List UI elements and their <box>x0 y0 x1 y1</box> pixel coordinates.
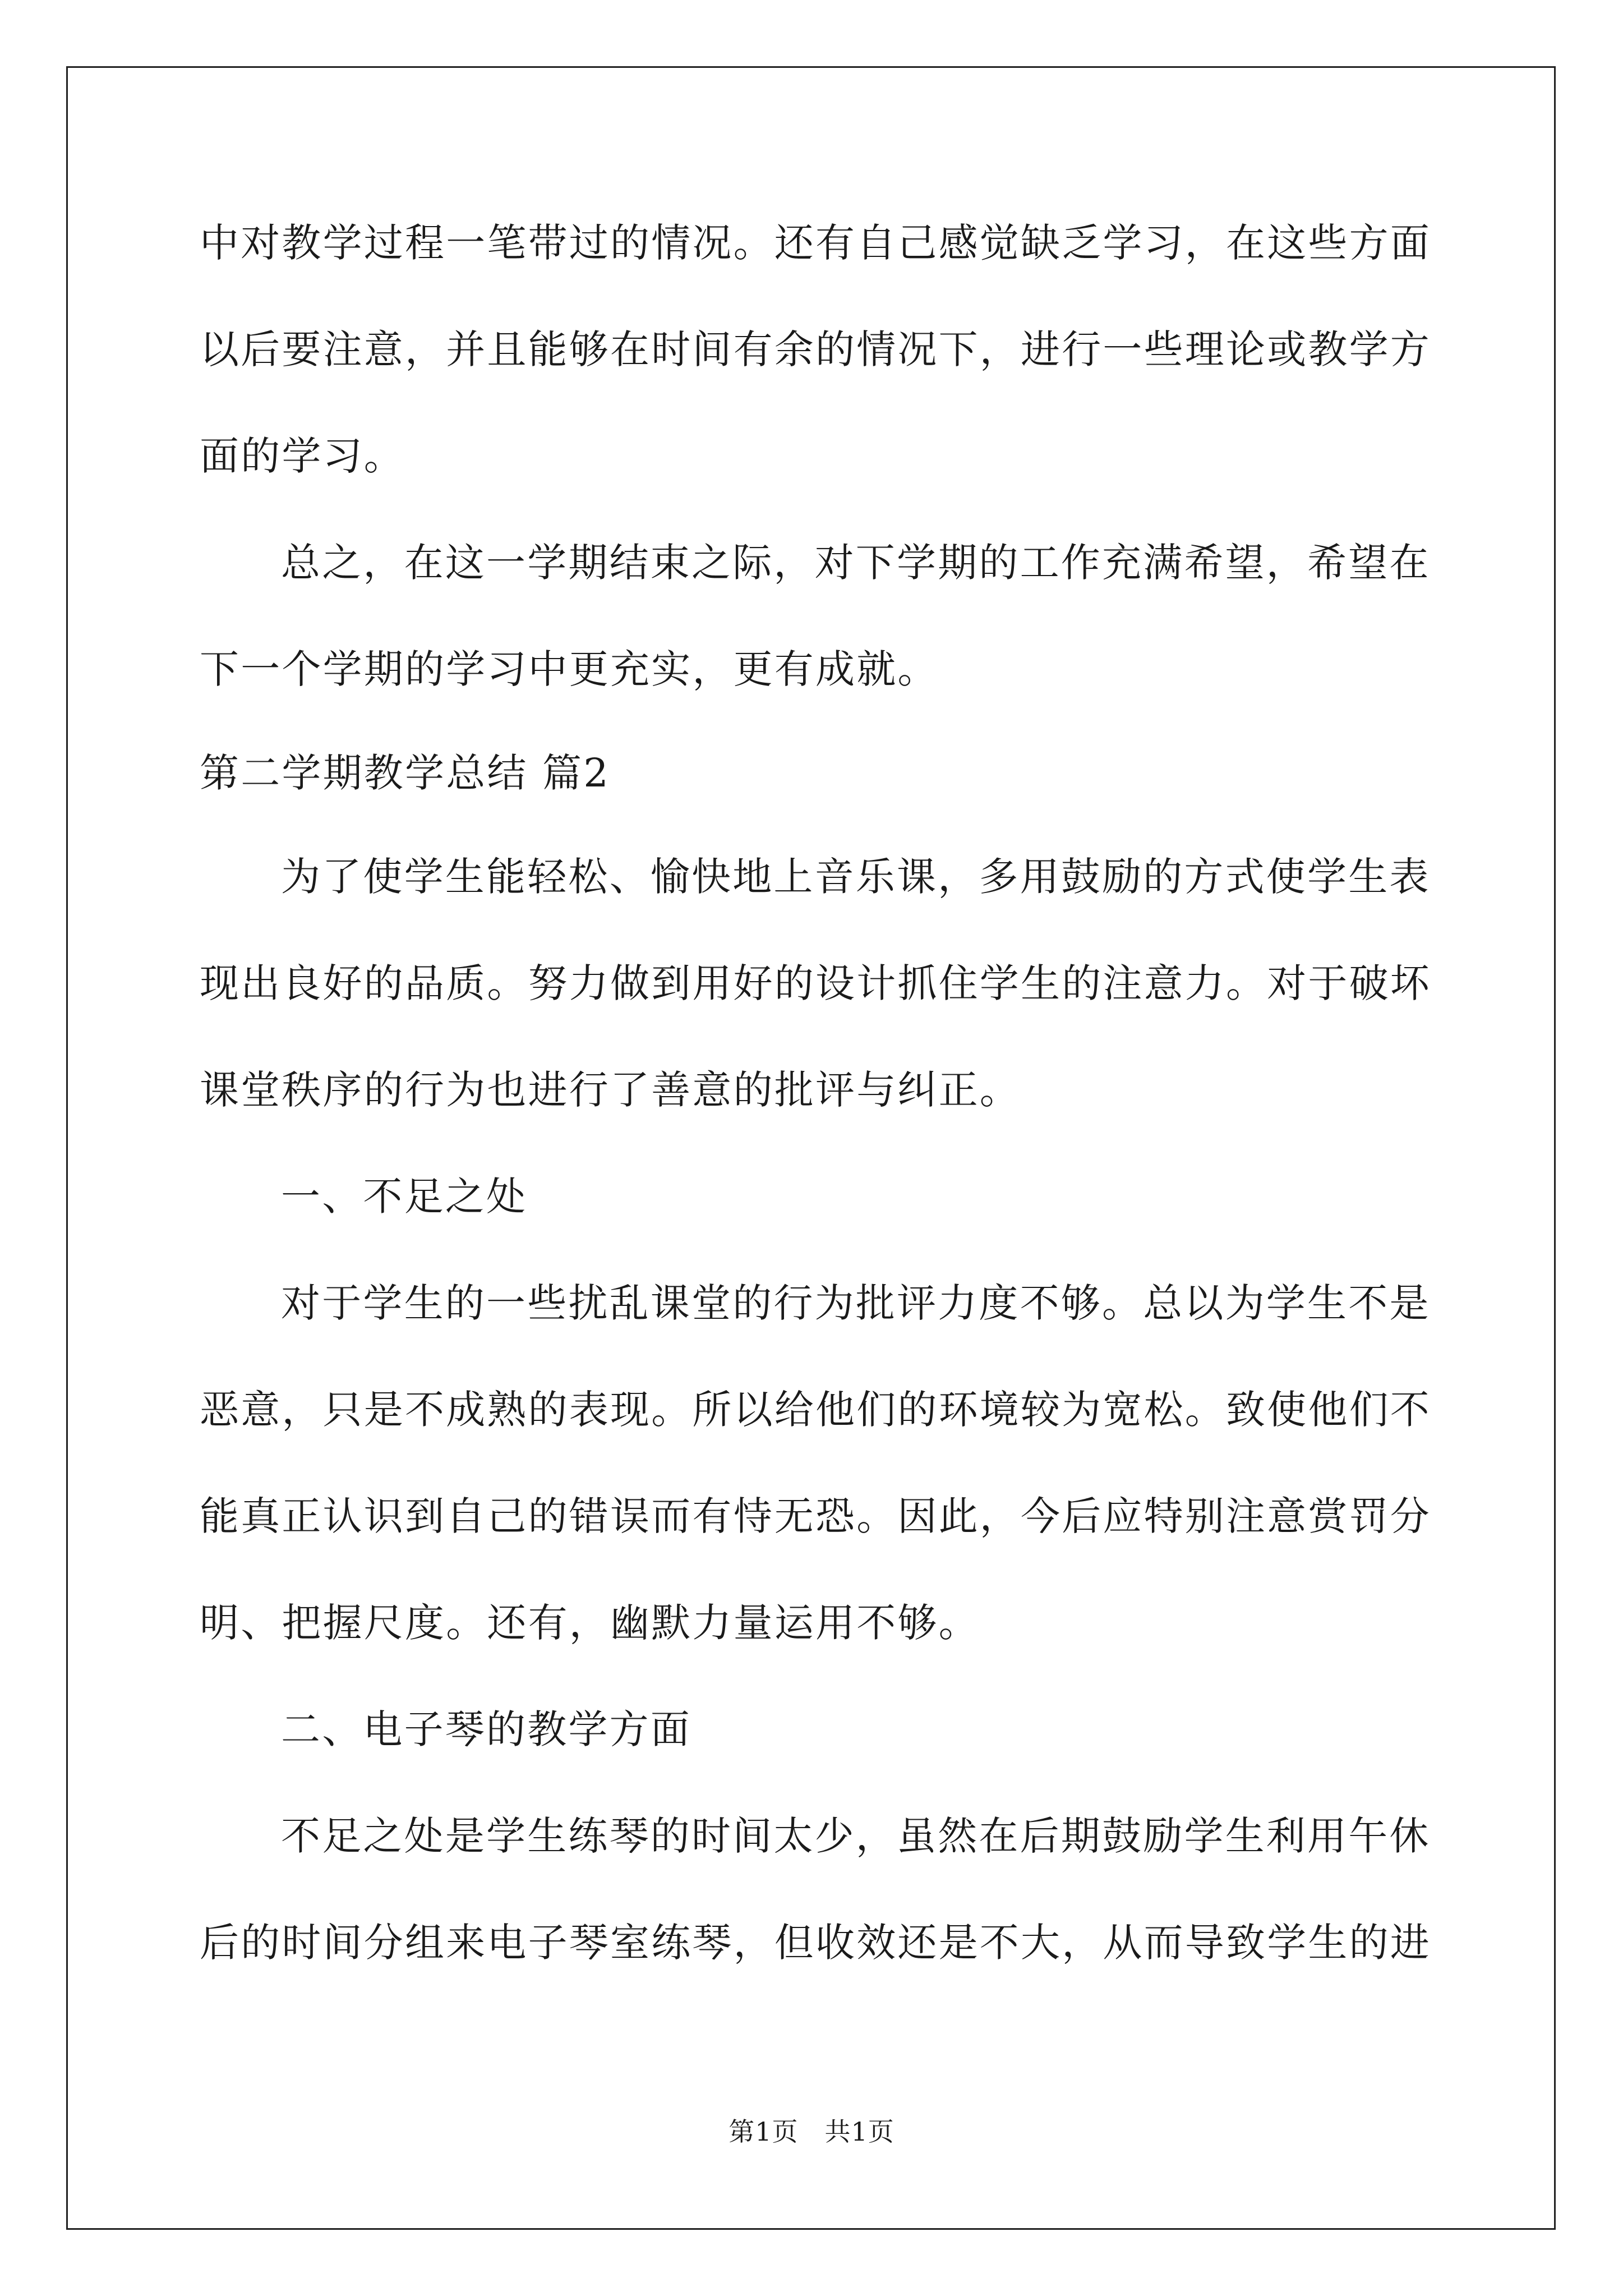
paragraph-line: 下一个学期的学习中更充实，更有成就。 <box>200 646 939 692</box>
section-heading: 第二学期教学总结 篇2 <box>200 750 610 796</box>
paragraph-line: 明、把握尺度。还有，幽默力量运用不够。 <box>200 1600 980 1646</box>
paragraph-line: 后的时间分组来电子琴室练琴，但收效还是不大，从而导致学生的进 <box>200 1920 1431 1966</box>
paragraph-line: 能真正认识到自己的错误而有恃无恐。因此，今后应特别注意赏罚分 <box>200 1493 1431 1539</box>
paragraph-line: 对于学生的一些扰乱课堂的行为批评力度不够。总以为学生不是 <box>281 1280 1431 1326</box>
paragraph-line: 不足之处是学生练琴的时间太少，虽然在后期鼓励学生利用午休 <box>281 1813 1431 1859</box>
subsection-heading: 二、电子琴的教学方面 <box>281 1706 691 1752</box>
paragraph-line: 现出良好的品质。努力做到用好的设计抓住学生的注意力。对于破坏 <box>200 960 1431 1006</box>
paragraph-line: 总之，在这一学期结束之际，对下学期的工作充满希望，希望在 <box>281 540 1431 586</box>
paragraph-line: 为了使学生能轻松、愉快地上音乐课，多用鼓励的方式使学生表 <box>281 854 1431 900</box>
page-border <box>66 66 1556 2230</box>
paragraph-line: 中对教学过程一笔带过的情况。还有自己感觉缺乏学习，在这些方面 <box>200 220 1431 266</box>
paragraph-line: 课堂秩序的行为也进行了善意的批评与纠正。 <box>200 1067 1021 1113</box>
page-footer: 第1页 共1页 <box>728 2116 895 2147</box>
paragraph-line: 以后要注意，并且能够在时间有余的情况下，进行一些理论或教学方 <box>200 326 1431 372</box>
paragraph-line: 恶意，只是不成熟的表现。所以给他们的环境较为宽松。致使他们不 <box>200 1387 1431 1433</box>
paragraph-line: 面的学习。 <box>200 433 405 479</box>
subsection-heading: 一、不足之处 <box>281 1174 528 1220</box>
